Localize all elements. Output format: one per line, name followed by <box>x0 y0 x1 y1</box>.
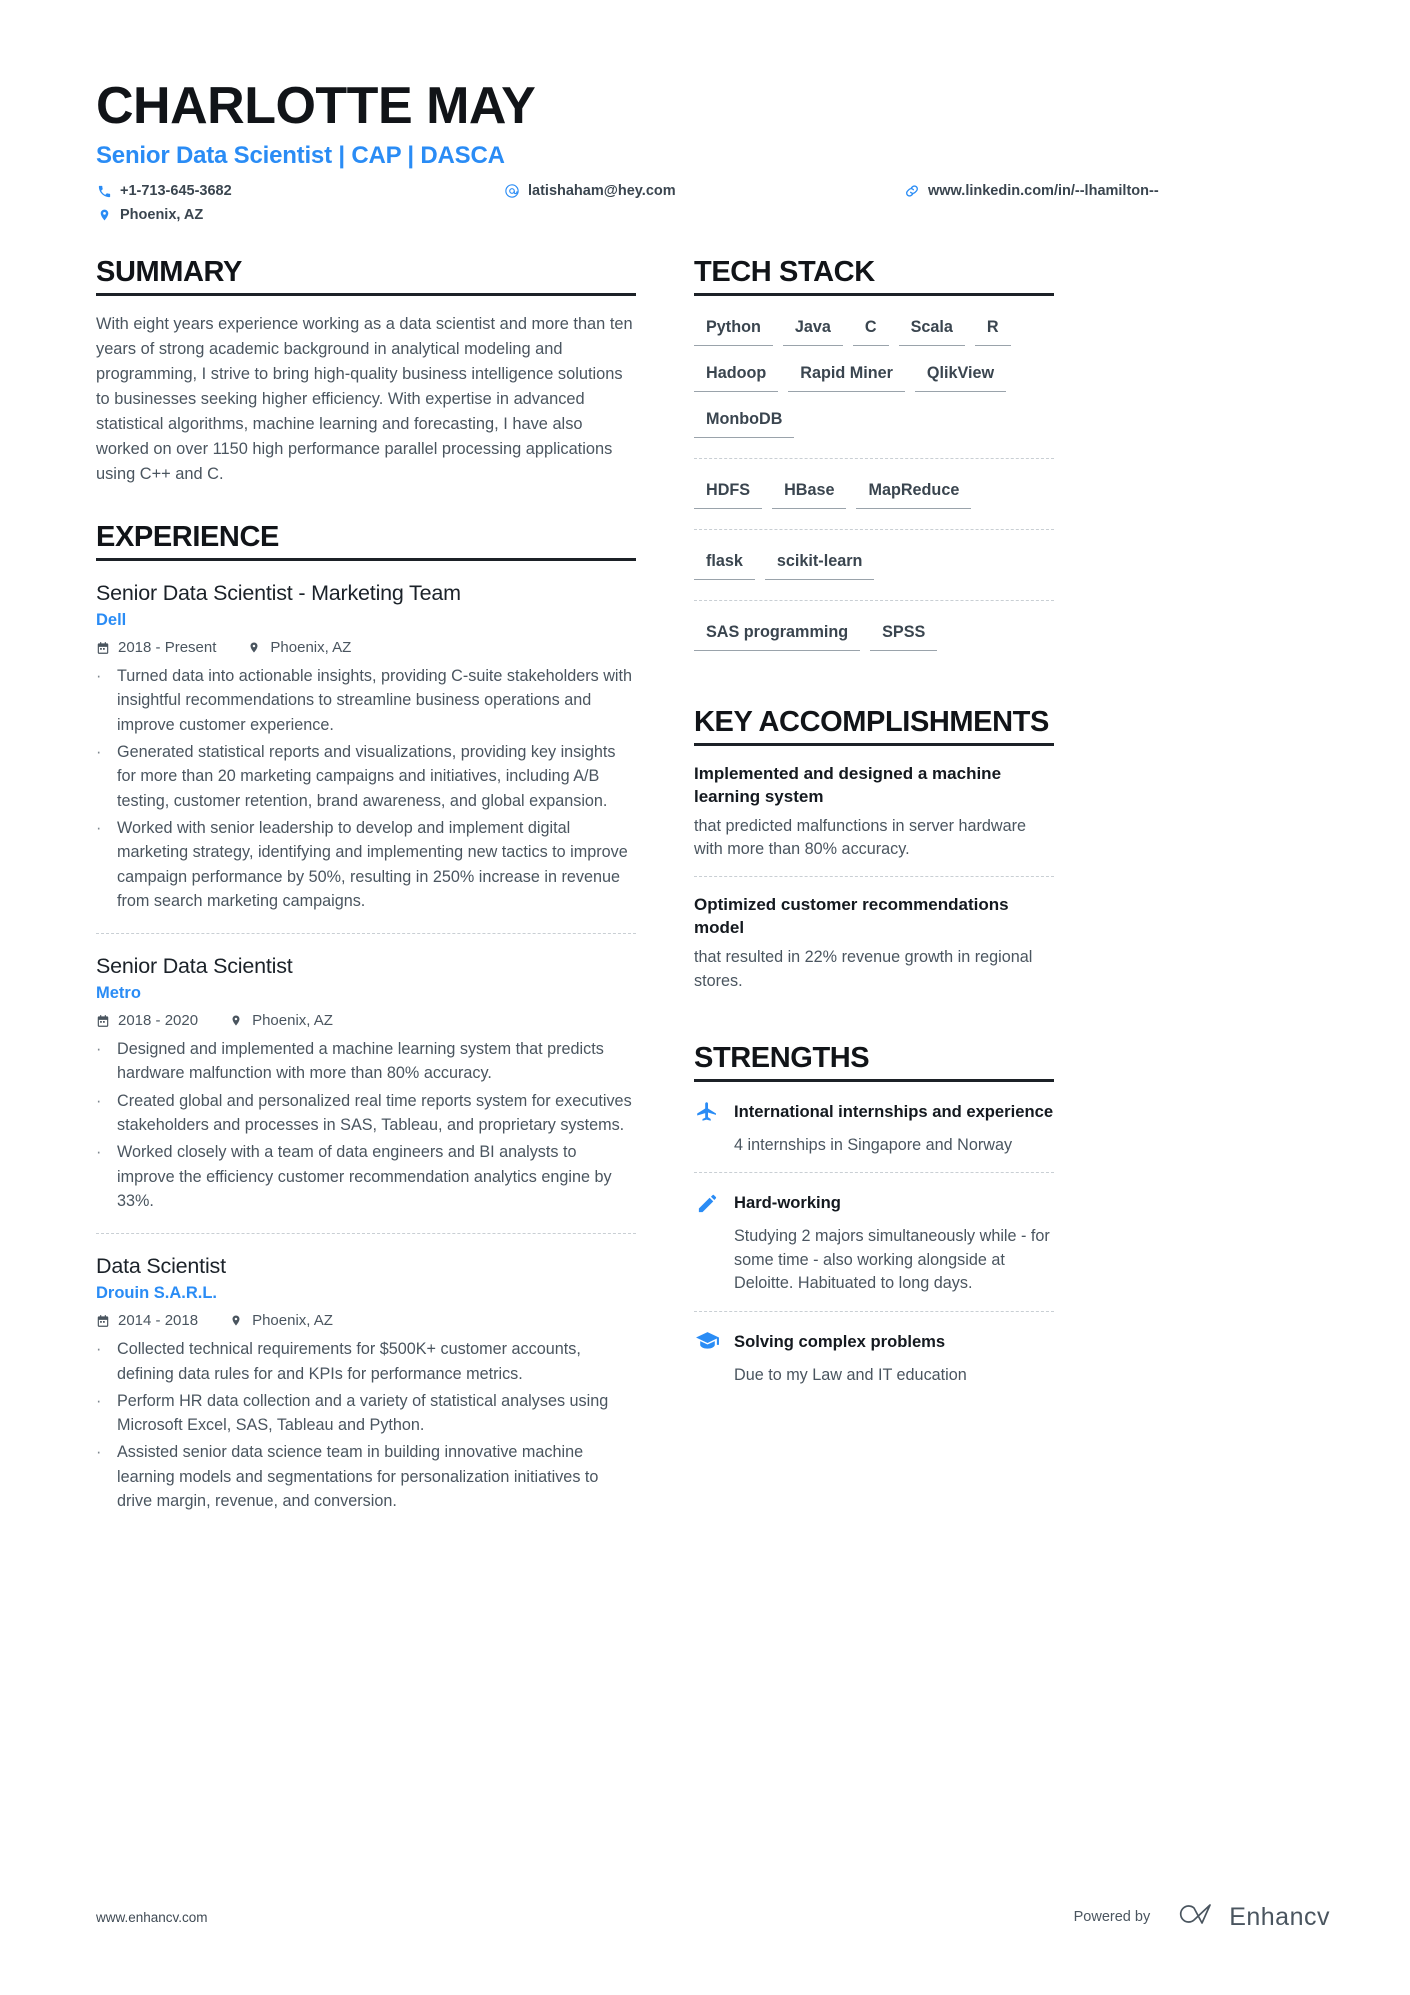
tech-pill[interactable]: HBase <box>772 473 846 509</box>
strength-header <box>694 1329 1054 1355</box>
calendar-icon <box>96 1314 110 1328</box>
contact-phone-value: +1-713-645-3682 <box>120 183 232 200</box>
footer-website-url[interactable]: www.enhancv.com <box>96 1909 208 1925</box>
location-pin-icon <box>230 1014 244 1028</box>
strength-title: International internships and experience <box>734 1101 1054 1121</box>
experience-location: Phoenix, AZ <box>252 1012 333 1030</box>
bullet-dot: · <box>96 1443 102 1462</box>
strength-description: Due to my Law and IT education <box>734 1365 967 1384</box>
bullet-text: Assisted senior data science team in building innovative machine learning models and segmentations for personalization initiatives to drive margin, revenue, and conversion. <box>117 1443 599 1511</box>
tech-stack-section-title: TECH STACK <box>694 257 1054 296</box>
tech-pill[interactable]: Rapid Miner <box>788 356 905 392</box>
tech-stack-row <box>694 473 1054 519</box>
email-icon <box>504 183 520 199</box>
bullet-dot: · <box>96 1340 102 1359</box>
strength-description: 4 internships in Singapore and Norway <box>734 1135 1013 1154</box>
summary-text: With eight years experience working as a data scientist and more than ten years of strong academic background in analytical modeling and programming, I strive to bring high-quality business intelligence solutions to businesses seeking higher efficiency. With expertise in advanced statistical algorithms, machine learning and forecasting, I have also worked on over 1150 high performance parallel processing applications using C++ and C. <box>96 314 633 483</box>
right-column <box>694 257 1054 1402</box>
strength-item <box>694 1082 1054 1172</box>
bullet-text: Generated statistical reports and visualizations, providing key insights for more than 20 marketing campaigns and initiatives, including A/B testing, customer retention, brand awareness, and global expansion. <box>117 743 616 810</box>
contact-location-value: Phoenix, AZ <box>120 207 204 224</box>
location-pin-icon <box>248 641 262 655</box>
accomplishment-item <box>694 746 1054 876</box>
bullet-dot: · <box>96 743 102 762</box>
tech-pill[interactable]: C <box>853 310 889 346</box>
experience-company[interactable]: Metro <box>96 984 141 1003</box>
experience-bullets <box>96 1337 636 1513</box>
candidate-name: CHARLOTTE MAY <box>96 77 536 135</box>
airplane-icon <box>694 1099 720 1125</box>
bullet-text: Designed and implemented a machine learning system that predicts hardware malfunction with more than 80% accuracy. <box>117 1040 604 1083</box>
footer-branding <box>1074 1901 1330 1933</box>
experience-role: Data Scientist <box>96 1254 226 1279</box>
tech-stack-row <box>694 310 1054 448</box>
contact-location <box>96 207 504 223</box>
resume-body <box>0 223 1410 1513</box>
tech-pill[interactable]: Java <box>783 310 843 346</box>
key-accomplishments-section-title: KEY ACCOMPLISHMENTS <box>694 707 1054 746</box>
bullet-item <box>96 1337 636 1386</box>
tech-pill[interactable]: MonboDB <box>694 402 794 438</box>
location-pin-icon <box>230 1314 244 1328</box>
tech-pill[interactable]: QlikView <box>915 356 1006 392</box>
bullet-item <box>96 1440 636 1513</box>
tech-stack-group <box>694 600 1054 671</box>
graduation-cap-icon <box>694 1329 720 1355</box>
link-icon <box>904 183 920 199</box>
accomplishment-description: that resulted in 22% revenue growth in regional stores. <box>694 948 1033 990</box>
contact-email[interactable] <box>504 183 904 199</box>
contact-email-value: latishaham@hey.com <box>528 183 676 200</box>
tech-pill[interactable]: SAS programming <box>694 615 860 651</box>
enhancv-wordmark: Enhancv <box>1229 1902 1330 1931</box>
experience-meta <box>96 1312 636 1329</box>
experience-dates: 2014 - 2018 <box>118 1312 199 1330</box>
bullet-item <box>96 1037 636 1086</box>
strength-title: Hard-working <box>734 1193 841 1213</box>
experience-dates: 2018 - Present <box>118 639 217 657</box>
experience-meta <box>96 639 636 656</box>
tech-pill[interactable]: R <box>975 310 1011 346</box>
tech-stack-group <box>694 296 1054 458</box>
accomplishment-description: that predicted malfunctions in server hardware with more than 80% accuracy. <box>694 816 1027 859</box>
accomplishment-title: Implemented and designed a machine learning system <box>694 763 1002 806</box>
bullet-text: Collected technical requirements for $500K+ customer accounts, defining data rules for and KPIs for performance metrics. <box>117 1340 581 1383</box>
powered-by-label: Powered by <box>1073 1909 1151 1925</box>
experience-bullets <box>96 664 636 913</box>
bullet-text: Turned data into actionable insights, providing C-suite stakeholders with insightful recommendations to streamline business operations and improve customer experience. <box>117 667 632 734</box>
experience-company[interactable]: Dell <box>96 611 127 630</box>
bullet-item <box>96 740 636 813</box>
tech-pill[interactable]: HDFS <box>694 473 762 509</box>
tech-pill[interactable]: flask <box>694 544 755 580</box>
summary-section-title: SUMMARY <box>96 257 636 296</box>
accomplishment-item <box>694 876 1054 1007</box>
calendar-icon <box>96 641 110 655</box>
contact-linkedin[interactable] <box>904 183 1330 199</box>
phone-icon <box>96 183 112 199</box>
tech-pill[interactable]: Python <box>694 310 773 346</box>
experience-section-title: EXPERIENCE <box>96 522 636 561</box>
strength-description: Studying 2 majors simultaneously while - for some time - also working alongside at Deloitte. Habituated to long days. <box>734 1227 1050 1293</box>
experience-item <box>96 1233 636 1513</box>
bullet-dot: · <box>96 1391 102 1410</box>
bullet-text: Worked with senior leadership to develop and implement digital marketing strategy, identifying and implementing new tactics to improve campaign performance by 50%, resulting in 250% increase in revenue from search marketing campaigns. <box>117 818 628 910</box>
left-column <box>96 257 636 1513</box>
strength-header <box>694 1190 1054 1216</box>
candidate-job-title: Senior Data Scientist | CAP | DASCA <box>96 142 505 170</box>
bullet-item <box>96 1089 636 1138</box>
bullet-dot: · <box>96 818 102 837</box>
experience-role: Senior Data Scientist - Marketing Team <box>96 581 461 606</box>
experience-item <box>96 561 636 913</box>
location-pin-icon <box>96 207 112 223</box>
strength-title: Solving complex problems <box>734 1331 946 1351</box>
bullet-text: Perform HR data collection and a variety of statistical analyses using Microsoft Excel, SAS, Tableau and Python. <box>117 1391 609 1435</box>
contact-info <box>96 183 1330 223</box>
bullet-item <box>96 664 636 737</box>
tech-stack-group <box>694 529 1054 600</box>
bullet-text: Worked closely with a team of data engineers and BI analysts to improve the efficiency customer recommendation analytics engine by 33%. <box>117 1143 612 1210</box>
strength-item <box>694 1311 1054 1402</box>
experience-bullets <box>96 1037 636 1213</box>
resume-header <box>0 0 1410 223</box>
tech-pill[interactable]: scikit-learn <box>765 544 874 580</box>
bullet-item <box>96 816 636 913</box>
experience-location: Phoenix, AZ <box>252 1312 333 1330</box>
tech-pill[interactable]: Scala <box>899 310 965 346</box>
experience-meta <box>96 1012 636 1029</box>
contact-phone[interactable] <box>96 183 504 199</box>
tech-pill[interactable]: SPSS <box>870 615 937 651</box>
tech-stack-group <box>694 458 1054 529</box>
bullet-text: Created global and personalized real time reports system for executives stakeholders and processes in SAS, Tableau, and proprietary systems. <box>117 1091 632 1135</box>
contact-linkedin-value: www.linkedin.com/in/--lhamilton-- <box>928 183 1159 200</box>
calendar-icon <box>96 1014 110 1028</box>
experience-company[interactable]: Drouin S.A.R.L. <box>96 1284 217 1303</box>
bullet-dot: · <box>96 1091 102 1110</box>
strength-item <box>694 1172 1054 1310</box>
strengths-section-title: STRENGTHS <box>694 1043 1054 1082</box>
resume-footer <box>0 1901 1410 1933</box>
bullet-item <box>96 1389 636 1438</box>
bullet-dot: · <box>96 1143 102 1162</box>
tech-pill[interactable]: MapReduce <box>856 473 971 509</box>
bullet-dot: · <box>96 667 102 686</box>
tech-stack-row <box>694 544 1054 590</box>
experience-item <box>96 933 636 1213</box>
experience-location: Phoenix, AZ <box>270 639 352 657</box>
strength-header <box>694 1099 1054 1125</box>
accomplishment-title: Optimized customer recommendations model <box>694 894 1009 937</box>
tech-pill[interactable]: Hadoop <box>694 356 778 392</box>
tech-stack-row <box>694 615 1054 661</box>
bullet-dot: · <box>96 1040 102 1059</box>
pencil-icon <box>694 1190 720 1216</box>
enhancv-mark-icon <box>1172 1901 1218 1933</box>
enhancv-logo <box>1172 1901 1330 1933</box>
experience-role: Senior Data Scientist <box>96 954 293 979</box>
bullet-item <box>96 1140 636 1213</box>
experience-dates: 2018 - 2020 <box>118 1012 199 1030</box>
